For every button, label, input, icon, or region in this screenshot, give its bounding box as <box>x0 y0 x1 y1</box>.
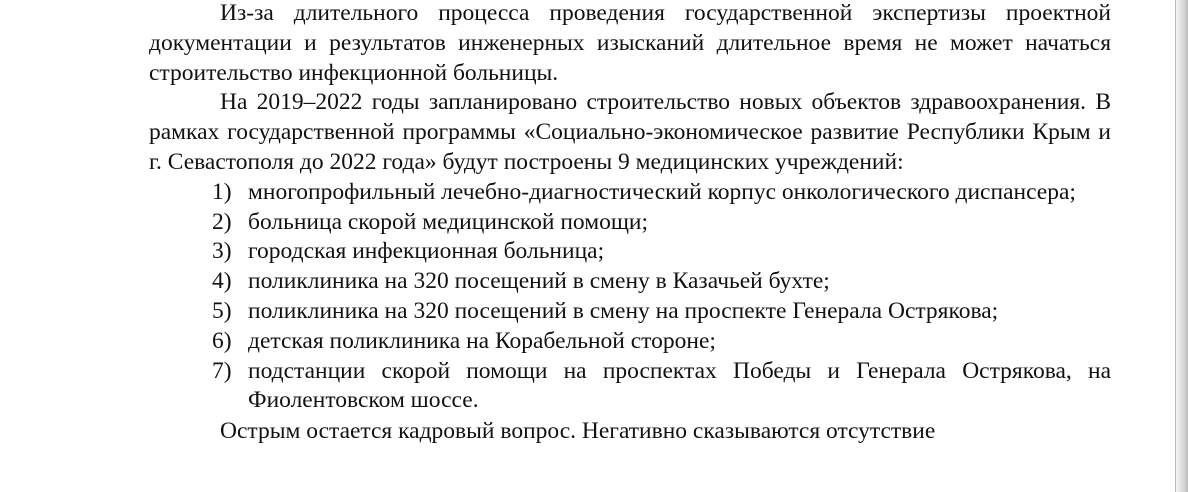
list-item-text: поликлиника на 320 посещений в смену на проспекте Генерала Острякова; <box>248 297 999 324</box>
list-item-text: детская поликлиника на Корабельной стороне; <box>248 327 716 354</box>
paragraph-program: На 2019–2022 годы запланировано строительство новых объектов здравоохранения. В рамках государственной программы «Социально-экономическое развитие Республики Крым и г. Севастополя до 2022 года» будут построены 9 медицинских учреждений: <box>149 89 1111 175</box>
list-item <box>149 297 1111 327</box>
list-item <box>149 327 1111 357</box>
list-item-number: 7) <box>212 357 232 384</box>
list-item-text: подстанции скорой помощи на проспектах Победы и Генерала Острякова, на Фиолентовском шоссе. <box>248 357 1111 414</box>
list-item <box>149 267 1111 297</box>
list-item-number: 6) <box>212 327 232 354</box>
list-item <box>149 237 1111 267</box>
page-edge-shadow <box>1176 0 1188 492</box>
list-item-text: городская инфекционная больница; <box>248 238 605 265</box>
list-item <box>149 208 1111 238</box>
paragraph-staffing: Острым остается кадровый вопрос. Негативно сказываются отсутствие <box>220 418 936 445</box>
list-item <box>149 357 1111 417</box>
list-item-number: 1) <box>212 178 232 205</box>
paragraph-expertise: Из-за длительного процесса проведения государственной экспертизы проектной документации и результатов инженерных изысканий длительное время не может начаться строительство инфекционной больницы. <box>149 0 1111 86</box>
list-item-number: 4) <box>212 268 232 295</box>
list-item-text: поликлиника на 320 посещений в смену в Казачьей бухте; <box>248 268 830 295</box>
document-body <box>149 0 1111 447</box>
list-item <box>149 178 1111 208</box>
facilities-list <box>149 178 1111 416</box>
list-item-number: 2) <box>212 208 232 235</box>
list-item-text: многопрофильный лечебно-диагностический корпус онкологического диспансера; <box>248 178 1076 205</box>
list-item-text: больница скорой медицинской помощи; <box>248 208 649 235</box>
list-item-number: 3) <box>212 238 232 265</box>
list-item-number: 5) <box>212 297 232 324</box>
